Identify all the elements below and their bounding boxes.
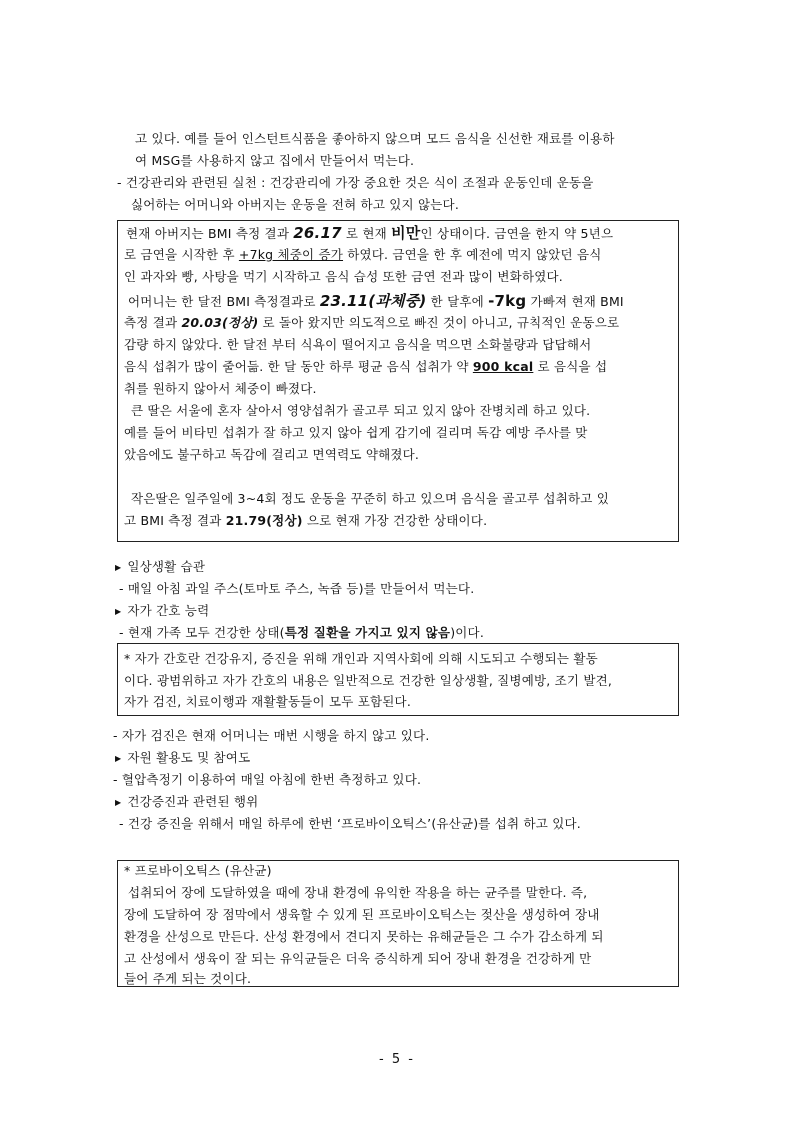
father-l2b: 하였다. 금연을 한 후 예전에 먹지 않았던 음식: [343, 247, 602, 262]
self-care-def-line-1: * 자가 간호란 건강유지, 증진을 위해 개인과 지역사회에 의해 시도되고 수행되는 활동: [124, 651, 598, 666]
self-checkup-text: - 자가 검진은 현재 어머니는 매번 시행을 하지 않고 있다.: [113, 728, 430, 743]
daily-habits-heading: [115, 558, 205, 578]
triangle-right-icon: ▶: [115, 607, 122, 616]
mother-kcal: 900 kcal: [472, 359, 534, 374]
triangle-right-icon: ▶: [115, 754, 122, 763]
mother-l2b: 로 돌아 왔지만 의도적으로 빠진 것이 아니고, 규칙적인 운동으로: [258, 315, 620, 330]
mother-bmi-2: 20.03(정상): [181, 315, 259, 330]
daily-habits-text: - 매일 아침 과일 주스(토마토 주스, 녹즙 등)를 만들어서 먹는다.: [119, 581, 475, 596]
younger-l2a: 고 BMI 측정 결과: [124, 513, 226, 528]
self-care-text-a: - 현재 가족 모두 건강한 상태(: [119, 625, 285, 640]
intro-line-2: 여 MSG를 사용하지 않고 집에서 만들어서 먹는다.: [135, 153, 415, 168]
resource-text: - 혈압측정기 이용하여 매일 아침에 한번 측정하고 있다.: [113, 772, 422, 787]
younger-bmi: 21.79(정상): [225, 513, 303, 528]
father-l2a: 로 금연을 시작한 후: [124, 247, 239, 262]
mother-line-4: [124, 358, 607, 376]
younger-daughter-line-2: [124, 512, 487, 530]
intro-line-4: 싫어하는 어머니와 아버지는 운동을 전혀 하고 있지 않는다.: [131, 197, 459, 212]
mother-line-2: [124, 314, 619, 332]
probiotics-line-5: 들어 주게 되는 것이다.: [124, 971, 252, 986]
father-line-1: [126, 224, 613, 243]
self-care-text: [119, 624, 484, 642]
father-text-a: 현재 아버지는 BMI 측정 결과: [126, 226, 294, 241]
father-text-b: 로 현재: [341, 226, 392, 241]
mother-l4b: 로 음식을 섭: [533, 359, 608, 374]
mother-text-b: 한 달후에: [426, 294, 489, 309]
probiotics-line-1: 섭취되어 장에 도달하였을 때에 장내 환경에 유익한 작용을 하는 균주를 말한다. 즉,: [128, 885, 588, 900]
father-text-c: 인 상태이다. 금연을 한지 약 5년으: [420, 226, 614, 241]
probiotics-line-2: 장에 도달하여 장 점막에서 생육할 수 있게 된 프로바이오틱스는 젖산을 생성하여 장내: [124, 907, 600, 922]
resource-heading: [115, 749, 250, 769]
father-line-3: 인 과자와 빵, 사탕을 먹기 시작하고 음식 습성 또한 금연 전과 많이 변화하였다.: [124, 269, 563, 284]
page-number: - 5 -: [379, 1052, 415, 1067]
elder-daughter-line-2: 예를 들어 비타민 섭취가 잘 하고 있지 않아 쉽게 감기에 걸리며 독감 예방 주사를 맞: [124, 425, 588, 440]
health-promotion-text: - 건강 증진을 위해서 매일 하루에 한번 ‘프로바이오틱스’(유산균)를 섭취 하고 있다.: [119, 816, 581, 831]
self-care-text-c: )이다.: [450, 625, 485, 640]
self-care-heading: [115, 602, 209, 622]
mother-line-1: [128, 292, 624, 311]
resource-title: 자원 활용도 및 참여도: [127, 750, 251, 765]
probiotics-line-3: 환경을 산성으로 만든다. 산성 환경에서 견디지 못하는 유해균들은 그 수가 감소하게 되: [124, 929, 604, 944]
mother-text-a: 어머니는 한 달전 BMI 측정결과로: [128, 294, 320, 309]
triangle-right-icon: ▶: [115, 798, 122, 807]
intro-line-3: - 건강관리와 관련된 실천 : 건강관리에 가장 중요한 것은 식이 조절과 운동인데 운동을: [117, 175, 594, 190]
mother-line-3: 감량 하지 않았다. 한 달전 부터 식욕이 떨어지고 음식을 먹으면 소화불량과 답답해서: [124, 337, 592, 352]
younger-l2b: 으로 현재 가장 건강한 상태이다.: [302, 513, 488, 528]
self-care-text-bold: 특정 질환을 가지고 있지 않음: [284, 625, 451, 640]
mother-weight-loss: -7kg: [488, 292, 527, 310]
father-weight-gain: +7kg 체중이 증가: [238, 247, 344, 262]
father-line-2: [124, 246, 602, 264]
self-care-def-line-3: 자가 검진, 치료이행과 재활활동들이 모두 포함된다.: [124, 694, 411, 709]
father-obese: 비만: [391, 224, 421, 242]
self-care-def-line-2: 이다. 광범위하고 자가 간호의 내용은 일반적으로 건강한 일상생활, 질병예방, 조기 발견,: [124, 673, 613, 688]
mother-l2a: 측정 결과: [124, 315, 182, 330]
mother-bmi-1: 23.11(과체중): [319, 292, 427, 310]
daily-habits-title: 일상생활 습관: [127, 559, 206, 574]
probiotics-line-4: 고 산성에서 생육이 잘 되는 유익균들은 더욱 증식하게 되어 장내 환경을 건강하게 만: [124, 951, 592, 966]
health-promotion-title: 건강증진과 관련된 행위: [127, 794, 259, 809]
younger-daughter-line-1: 작은딸은 일주일에 3~4회 정도 운동을 꾸준히 하고 있으며 음식을 골고루 섭취하고 있: [131, 491, 609, 506]
mother-line-5: 취를 원하지 않아서 체중이 빠졌다.: [124, 381, 317, 396]
mother-l4a: 음식 섭취가 많이 줄어듦. 한 달 동안 하루 평균 음식 섭취가 약: [124, 359, 473, 374]
elder-daughter-line-3: 았음에도 불구하고 독감에 걸리고 면역력도 약해졌다.: [124, 447, 420, 462]
mother-text-c: 가빠져 현재 BMI: [526, 294, 624, 309]
elder-daughter-line-1: 큰 딸은 서울에 혼자 살아서 영양섭취가 골고루 되고 있지 않아 잔병치레 하고 있다.: [131, 403, 591, 418]
self-care-title: 자가 간호 능력: [127, 603, 210, 618]
father-bmi: 26.17: [293, 224, 342, 242]
intro-line-1: 고 있다. 예를 들어 인스턴트식품을 좋아하지 않으며 모드 음식을 신선한 재료를 이용하: [135, 131, 615, 146]
health-promotion-heading: [115, 793, 258, 813]
triangle-right-icon: ▶: [115, 563, 122, 572]
probiotics-title: * 프로바이오틱스 (유산균): [124, 863, 272, 878]
